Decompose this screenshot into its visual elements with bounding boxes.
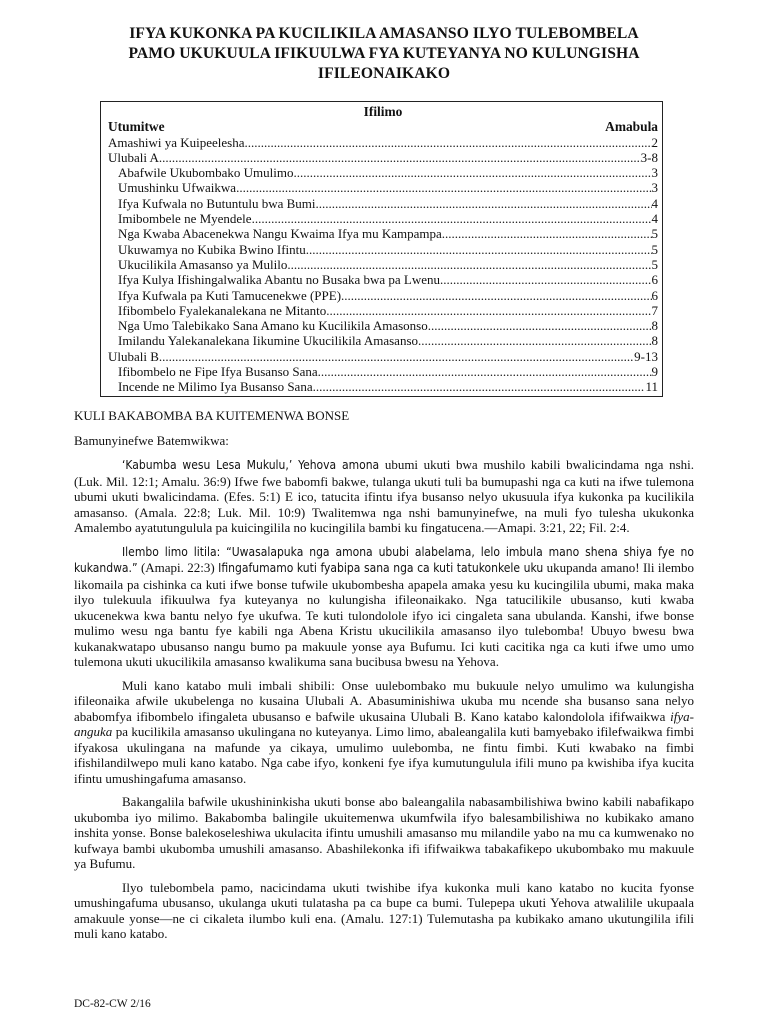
- toc-heading: Ifilimo: [363, 104, 403, 119]
- toc-leader-dots: [293, 165, 651, 180]
- toc-entry-page: 6: [651, 287, 658, 303]
- paragraph-3-rest: pa kucilikila amasanso ukulingana no kuteyanya. Limo limo, abaleangalila kuti bamyebako ifilefwaikwa fimbi ifyakosa ukulingana na mafunde ya cikaya, umulimo uulebomba, ne fintu fimbi. Kuti kwabako na fimbi ifishilandilwepo muli kano katabo. Nga cabe ifyo, konkeni fye ifya kumutungulula ifili muno pa kwishiba ifya kucita ifintu umushingafuma amasanso.: [74, 724, 694, 786]
- toc-entry: [108, 242, 658, 257]
- title-line-2: PAMO UKUKUULA IFIKUULWA FYA KUTEYANYA NO KULUNGISHA: [128, 45, 640, 62]
- toc-entry-page: 3: [651, 165, 658, 181]
- paragraph-3: [74, 678, 694, 787]
- toc-entry: [108, 349, 658, 364]
- toc-entry-label: Imilandu Yalekanalekana Iikumine Ukucilikila Amasanso: [118, 333, 419, 349]
- toc-entry-page: 2: [651, 134, 658, 150]
- toc-entry-page: 9: [651, 364, 658, 380]
- toc-leader-dots: [244, 135, 651, 150]
- toc-leader-dots: [313, 379, 646, 394]
- toc-entry-label: Ifya Kufwala no Butuntulu bwa Bumi: [118, 195, 316, 211]
- document-page: [74, 24, 694, 84]
- toc-entry: [108, 364, 658, 379]
- toc-entry-label: Nga Kwaba Abacenekwa Nangu Kwaima Ifya mu Kampampa: [118, 226, 442, 242]
- toc-entry: [108, 165, 658, 180]
- toc-entry-label: Amashiwi ya Kuipeelesha: [108, 134, 245, 150]
- toc-leader-dots: [159, 349, 634, 364]
- toc-entry-page: 8: [651, 333, 658, 349]
- paragraph-4: Bakangalila bafwile ukushininkisha ukuti bonse abo baleangalila nabasambilishiwa bwino kabili nabafikapo ukubomba iyo milimo. Bakabomba balingile ukuitemenwa ukumfwila ifyo balesambilishiwa no kubikako amano inshita yonse. Bonse balekoseleshiwa ukulacita ifintu umushili amasanso mu milandile yabo na mu ca kumwenako no kufwaya bambi ukubomba umushili amasanso. Abashilekonka ifi ififwaikwa tabakafikepo ukubombako mu makuule ya Bufumu.: [74, 794, 694, 871]
- salutation: Bamunyinefwe Batemwikwa:: [74, 432, 229, 448]
- paragraph-2-text: ukupanda amano! Ili ilembo likomaila pa cishinka ca kuti ifwe bonse tufwile ukubombesha apapela amaka yesu ku kucingilila ubumi, maka maka ilyo tulekuula ifikuulwa fya kuteyanya no kulungisha ifileonaikako. Nga tatucilikile ubusanso, kuti kwaba ukucenekwa kwa bantu nelyo fye ukufwa. Te kuti tulondolole ifyo ici cingaleta sana ubulanda. Kanshi, ifwe bonse mulimo wesu nga bantu fye kabili nga Abena Kristu ukucilikila amasanso ilyo tulebomba! Ubuyo bwesu bwa kukanakwatapo ubusanso nangu bumo pa makuule yonse aya Bufumu. Ici kuti cacitika nga ca kuti ifwe umo umo tulemona ukuti ukucilikila amasanso kwalikuma sana bucibusa bwesu na Yehova.: [74, 560, 695, 669]
- toc-entry-label: Umushinku Ufwaikwa: [118, 180, 237, 196]
- toc-entry-label: Ulubali B: [108, 348, 159, 364]
- toc-entry: [108, 288, 658, 303]
- toc-leader-dots: [318, 364, 652, 379]
- paragraph-2: [74, 544, 694, 670]
- toc-entry-label: Imibombele ne Myendele: [118, 211, 252, 227]
- letter-body: [74, 408, 694, 950]
- toc-entry-label: Ukucilikila Amasanso ya Mulilo: [118, 256, 288, 272]
- toc-leader-dots: [306, 242, 652, 257]
- toc-entry: [108, 180, 658, 195]
- toc-entry: [108, 135, 658, 150]
- toc-column-headers: [108, 119, 658, 134]
- toc-entry-label: Ifya Kulya Ifishingalwalika Abantu no Busaka bwa pa Lwenu: [118, 272, 441, 288]
- toc-entry-page: 11: [645, 379, 658, 395]
- toc-entry-label: Nga Umo Talebikako Sana Amano ku Kucilikila Amasonso: [118, 318, 428, 334]
- paragraph-3-italic: ifya-anguka: [74, 708, 694, 739]
- paragraph-1: [74, 457, 694, 536]
- toc-entry-page: 3-8: [640, 149, 658, 165]
- toc-entry-page: 6: [651, 272, 658, 288]
- toc-leader-dots: [418, 333, 651, 348]
- title-line-1: IFYA KUKONKA PA KUCILIKILA AMASANSO ILYO TULEBOMBELA: [129, 25, 639, 42]
- toc-rows: [108, 135, 658, 395]
- toc-entry: [108, 257, 658, 272]
- toc-entry: [108, 211, 658, 226]
- toc-entry-page: 4: [651, 195, 658, 211]
- toc-leader-dots: [236, 180, 651, 195]
- toc-entry: [108, 303, 658, 318]
- paragraph-1-quote: ‘Kabumba wesu Lesa Mukulu,’ Yehova amona: [122, 458, 380, 472]
- toc-leader-dots: [428, 318, 652, 333]
- toc-entry: [108, 333, 658, 348]
- toc-entry: [108, 226, 658, 241]
- toc-col-left: Utumitwe: [108, 119, 165, 135]
- toc-leader-dots: [341, 288, 651, 303]
- paragraph-2-ref: (Amapi. 22:3): [137, 560, 219, 575]
- toc-entry-label: Ukuwamya no Kubika Bwino Ifintu: [118, 241, 306, 257]
- toc-entry-label: Ifibombelo Fyalekanalekana ne Mitanto: [118, 302, 327, 318]
- paragraph-2-quote: Ilembo limo litila: “Uwasalapuka nga amona ububi alabelama, lelo imbula mano shena shiya fye no kukandwa.”: [74, 544, 694, 575]
- toc-entry: [108, 272, 658, 287]
- toc-entry: [108, 318, 658, 333]
- paragraph-5: Ilyo tulebombela pamo, nacicindama ukuti twishibe ifya kukonka muli kano katabo no kucita fyonse umushingafuma ubusanso, ukulanga ukuti tulatasha pa ca bupe ca bumi. Tulepepa ukuti Yehova atwalilile ukupaala amakuule yonse—ne ci cikaleta ilumbo kuli ena. (Amalu. 127:1) Tulemutasha pa kubikako amano ukutungilila ifili muli kano katabo.: [74, 879, 694, 941]
- toc-entry: [108, 379, 658, 394]
- paragraph-1-text: ubumi ukuti bwa mushilo kabili bwalicindama nga nshi. (Luk. Mil. 12:1; Amalu. 36:9) Ifwe fwe babomfi bakwe, tulanga ukuti tuli ba bumupashi nga ca kuti na ifwe tulemona ubumi ukuti bwalicindama. (Efes. 5:1) E ico, tatucita ifintu ifya busanso nelyo ukusuula ifya kukonka pa kucilikila amasanso. (Amala. 22:8; Luk. Mil. 10:9) Twalitemwa nga nshi bamunyinefwe, na muli fyo tulesha ukukonka Amalembo ayatutungulula pa kuicingilila no kucingilila bambi ku fingatucena.—Amapi. 3:21, 22; Fil. 2:4.: [74, 457, 694, 535]
- table-of-contents: [100, 101, 663, 397]
- toc-leader-dots: [442, 226, 652, 241]
- toc-entry-page: 9-13: [634, 348, 658, 364]
- toc-entry-page: 4: [651, 211, 658, 227]
- toc-entry-page: 7: [651, 302, 658, 318]
- toc-leader-dots: [159, 150, 641, 165]
- paragraph-3-text: Muli kano katabo muli imbali shibili: Onse uulebombako mu bukuule nelyo umulimo wa kulungisha ifileonaika afwile ukubelenga no kusaina Ulubali A. Abasuminishiwa ukuba mu ncende sha busanso sana nelyo ababomfya ifibombelo ifingaleta ubusanso e bafwile ukusaina Ulubali B. Kano katabo kalondolola ififwaikwa: [74, 677, 694, 724]
- toc-col-right: Amabula: [605, 119, 658, 135]
- toc-leader-dots: [440, 272, 651, 287]
- toc-entry: [108, 196, 658, 211]
- toc-entry-page: 5: [651, 241, 658, 257]
- toc-entry-label: Ulubali A: [108, 149, 159, 165]
- toc-entry-page: 5: [651, 256, 658, 272]
- toc-leader-dots: [316, 196, 652, 211]
- toc-entry-label: Ifya Kufwala pa Kuti Tamucenekwe (PPE): [118, 287, 342, 303]
- toc-leader-dots: [252, 211, 652, 226]
- toc-entry: [108, 150, 658, 165]
- toc-entry-label: Ifibombelo ne Fipe Ifya Busanso Sana: [118, 364, 318, 380]
- paragraph-2-highlight: Ifingafumamo kuti fyabipa sana nga ca kuti tatukonkele uku: [218, 561, 544, 575]
- toc-entry-page: 3: [651, 180, 658, 196]
- toc-entry-label: Incende ne Milimo Iya Busanso Sana: [118, 379, 313, 395]
- title-line-3: IFILEONAIKAKO: [317, 65, 451, 82]
- toc-entry-page: 8: [651, 318, 658, 334]
- toc-leader-dots: [326, 303, 651, 318]
- letter-heading: KULI BAKABOMBA BA KUITEMENWA BONSE: [74, 408, 350, 423]
- document-code: DC-82-CW 2/16: [74, 998, 151, 1010]
- document-title: [74, 24, 694, 84]
- toc-leader-dots: [287, 257, 651, 272]
- toc-entry-page: 5: [651, 226, 658, 242]
- toc-entry-label: Abafwile Ukubombako Umulimo: [118, 165, 294, 181]
